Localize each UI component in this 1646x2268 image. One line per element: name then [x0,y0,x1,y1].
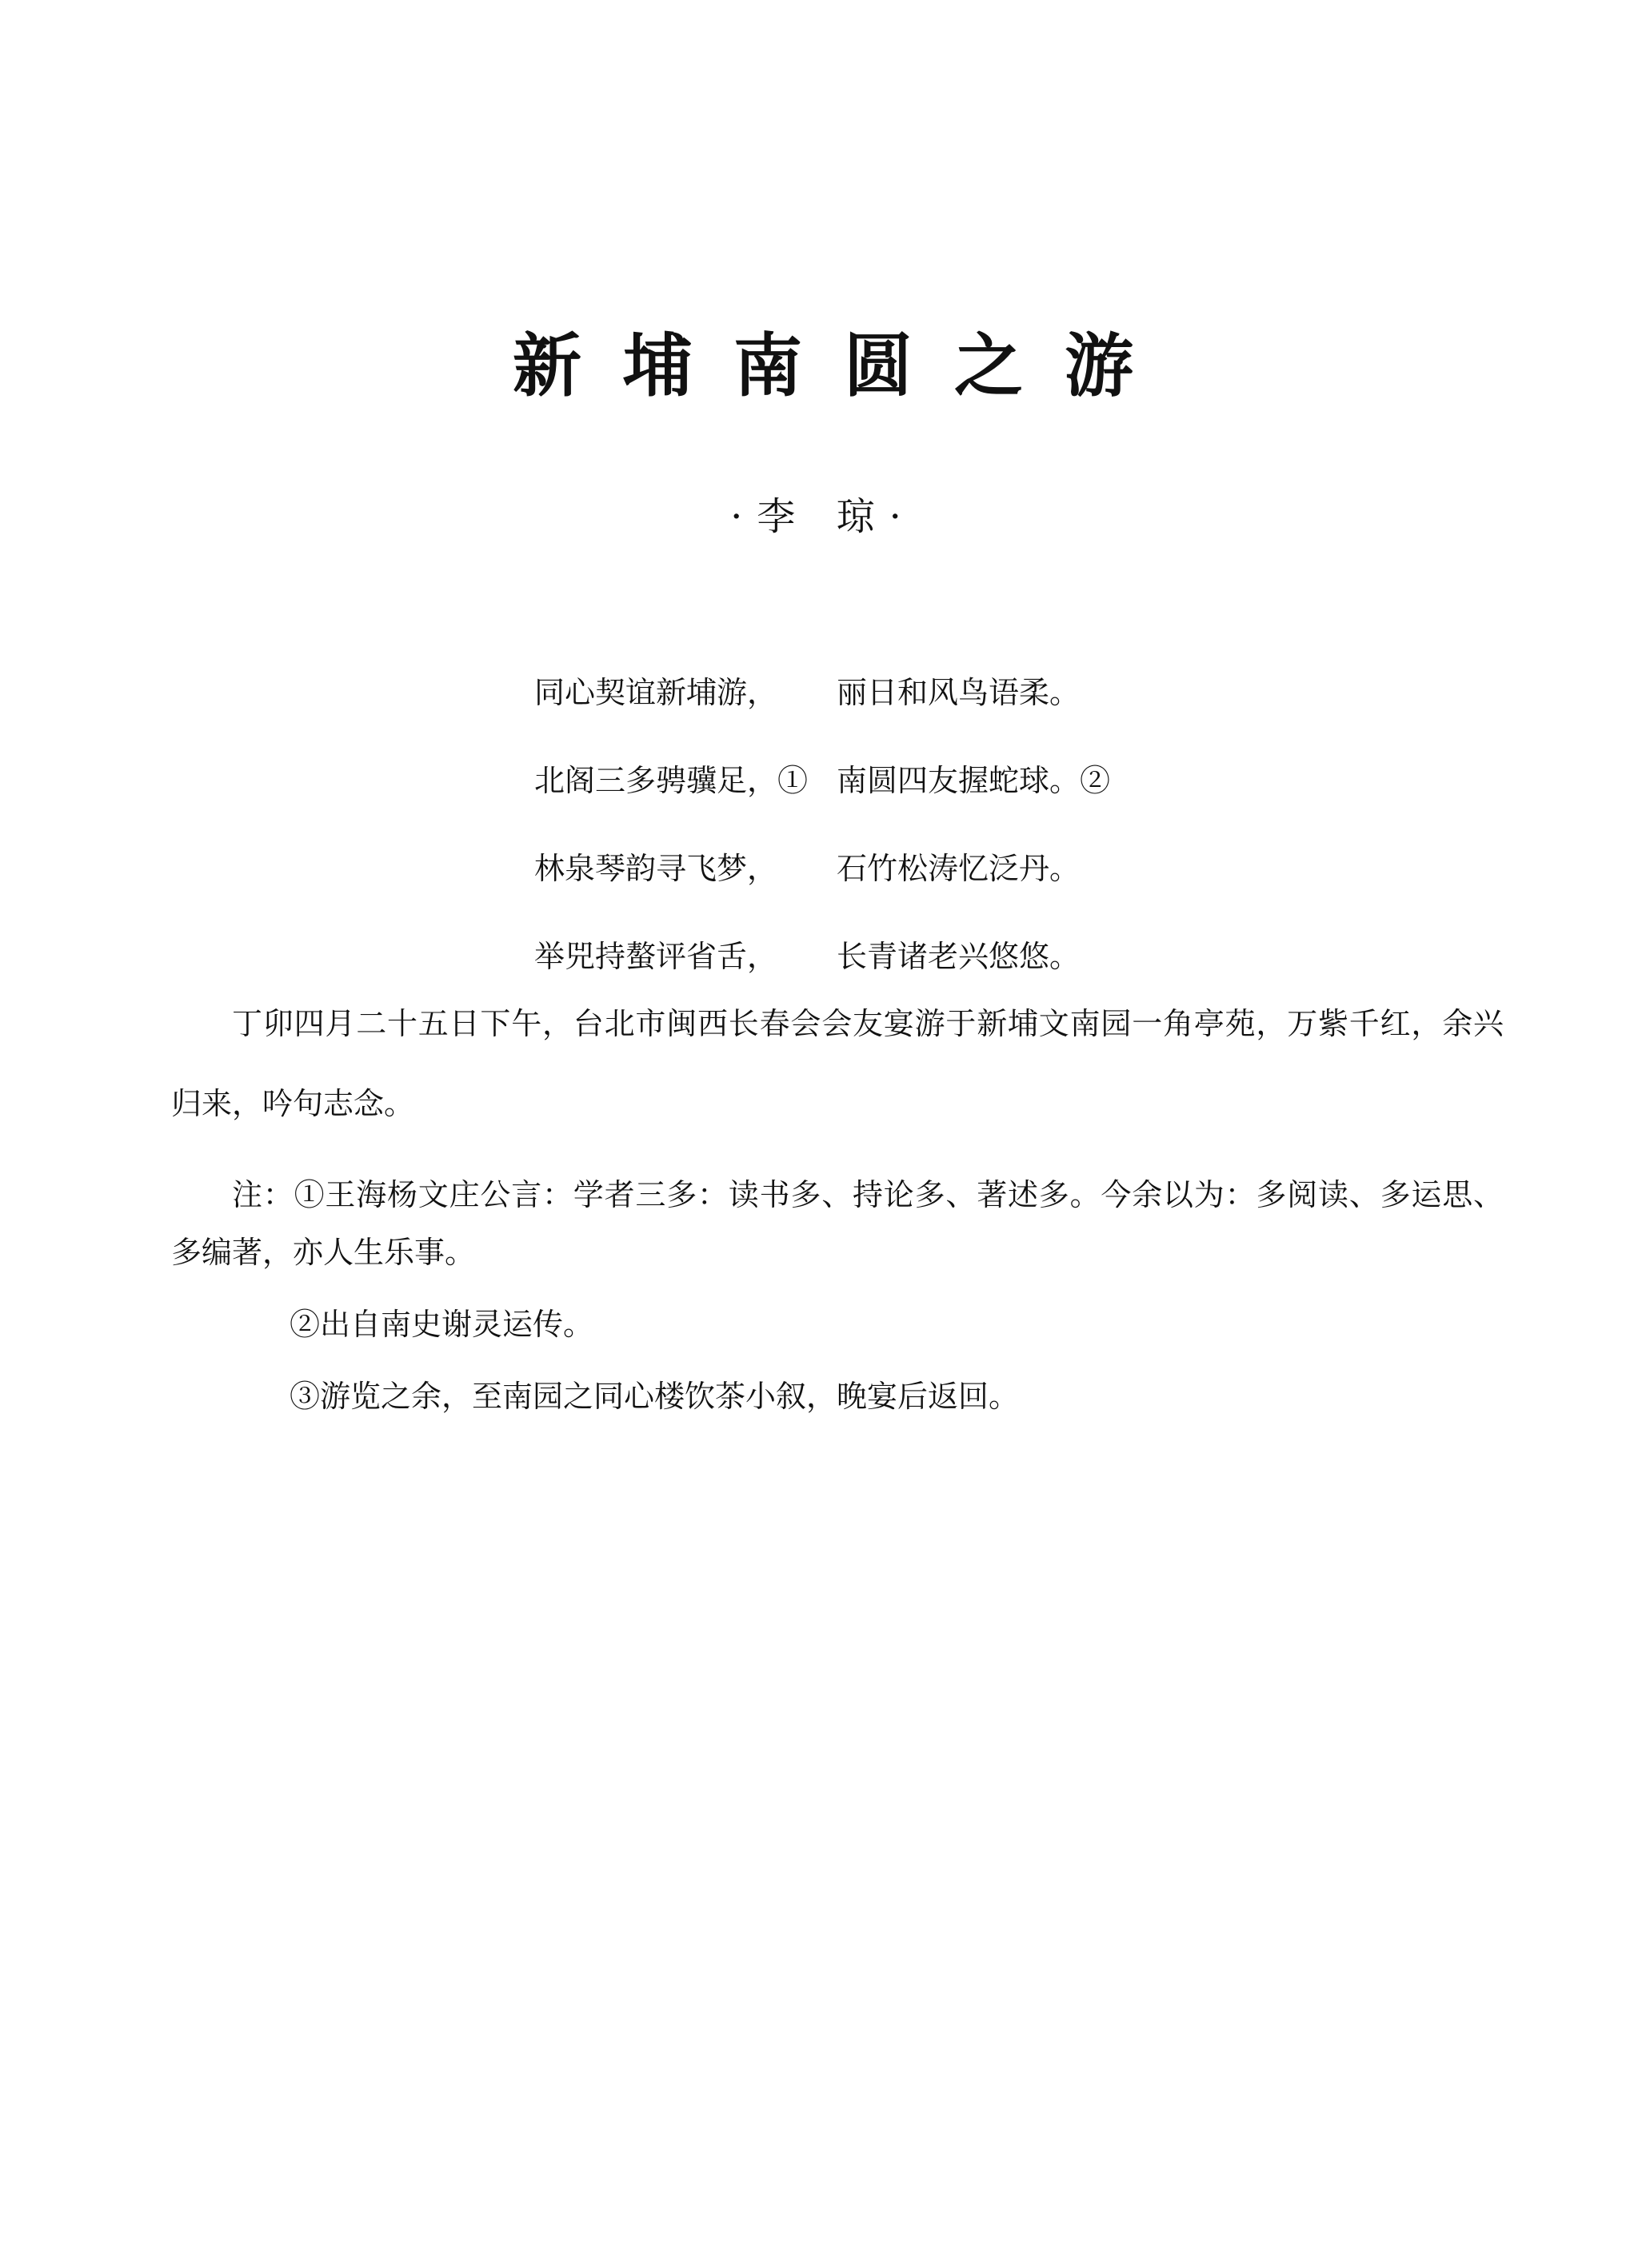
poem-line-first-half: 同心契谊新埔游， [534,675,778,710]
note-1: 注：①王海杨文庄公言：学者三多：读书多、持论多、著述多。今余以为：多阅读、多运思、多编著，亦人生乐事。 [171,1177,1504,1270]
poem-line [534,849,1414,937]
prose-paragraph: 丁卯四月二十五日下午，台北市闽西长春会会友宴游于新埔文南园一角亭苑，万紫千红，余兴归来，吟句志念。 [171,1006,1504,1121]
poem-line-first-half: 举兕持螯评省舌， [534,939,778,974]
poem-line-second-half: 长青诸老兴悠悠。 [837,939,1081,974]
author-byline: ·李 琼· [730,494,916,539]
poem-line-second-half: 石竹松涛忆泛丹。 [837,851,1081,886]
note-3: ③游览之余，至南园之同心楼饮茶小叙，晚宴后返回。 [290,1379,1020,1414]
poem-line-second-half: 南圆四友握蛇球。② [837,763,1111,798]
poem-line-second-half: 丽日和风鸟语柔。 [837,675,1081,710]
poem-line [534,673,1414,761]
notes-section [171,1166,1504,1425]
page-title: 新埔南圆之游 [513,326,1175,406]
note-2: ②出自南史谢灵运传。 [290,1307,594,1342]
poem-block [534,673,1414,1025]
poem-line [534,761,1414,849]
poem-line-first-half: 林泉琴韵寻飞梦， [534,851,778,886]
poem-line-first-half: 北阁三多骋骥足，① [534,763,809,798]
